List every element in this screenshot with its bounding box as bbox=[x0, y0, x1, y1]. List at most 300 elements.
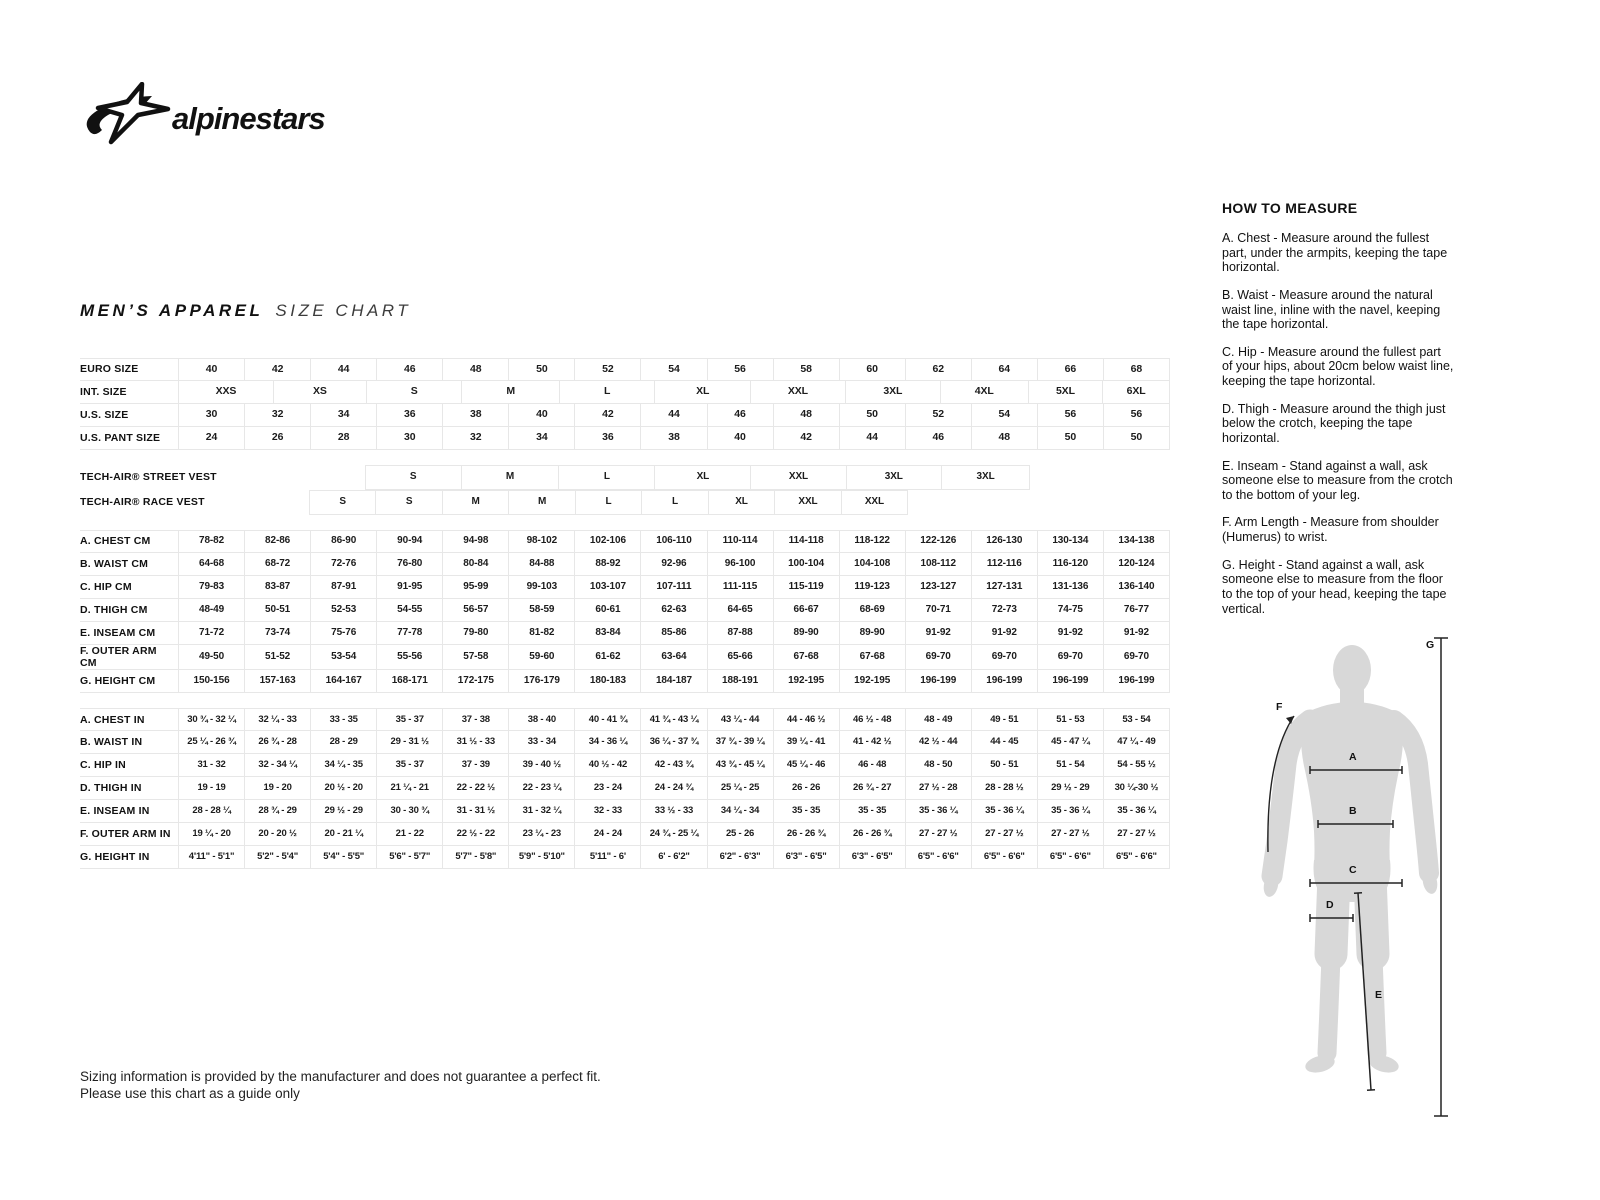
size-cell: 68-69 bbox=[839, 599, 905, 621]
size-cell: 196-199 bbox=[1037, 670, 1103, 692]
size-cell: 36 bbox=[376, 404, 442, 426]
size-cell: 69-70 bbox=[1037, 645, 1103, 669]
size-cell: 157-163 bbox=[244, 670, 310, 692]
size-cell bbox=[1104, 465, 1170, 490]
size-cell: 104-108 bbox=[839, 553, 905, 575]
size-cell: 53-54 bbox=[310, 645, 376, 669]
size-cell: 48 bbox=[442, 359, 508, 380]
table-row bbox=[80, 622, 1170, 645]
size-cell: 69-70 bbox=[1103, 645, 1170, 669]
table-row bbox=[80, 670, 1170, 693]
row-label: F. OUTER ARM IN bbox=[80, 828, 171, 841]
size-cell: 6'3" - 6'5" bbox=[773, 846, 839, 868]
size-cell: 26 bbox=[244, 427, 310, 449]
size-cell: 51-52 bbox=[244, 645, 310, 669]
size-cell: M bbox=[508, 490, 574, 515]
size-cell bbox=[974, 490, 1039, 515]
size-cell: XL bbox=[654, 465, 750, 490]
size-cell: 107-111 bbox=[640, 576, 706, 598]
row-label: U.S. PANT SIZE bbox=[80, 431, 161, 444]
size-cell: 64-68 bbox=[178, 553, 244, 575]
size-cell: 95-99 bbox=[442, 576, 508, 598]
size-cell: S bbox=[375, 490, 441, 515]
logo-wordmark: alpinestars bbox=[172, 101, 325, 136]
size-cell: 196-199 bbox=[1103, 670, 1170, 692]
size-cell: 56 bbox=[707, 359, 773, 380]
size-cell: 48 - 49 bbox=[905, 709, 971, 730]
size-cell: 49-50 bbox=[178, 645, 244, 669]
size-cell: 81-82 bbox=[508, 622, 574, 644]
size-cell: 6' - 6'2" bbox=[640, 846, 706, 868]
size-cell: 126-130 bbox=[971, 531, 1037, 552]
size-cell: 88-92 bbox=[574, 553, 640, 575]
size-cell: 31 - 32 bbox=[178, 754, 244, 776]
measure-instruction: G. Height - Stand against a wall, ask someone else to measure from the floor to the top of your head, keeping the tape vertical. bbox=[1222, 557, 1447, 616]
size-cell: 34 bbox=[310, 404, 376, 426]
size-cell: 44 bbox=[839, 427, 905, 449]
size-cell: M bbox=[461, 465, 559, 490]
size-cell: 75-76 bbox=[310, 622, 376, 644]
size-cell: 35 - 37 bbox=[376, 709, 442, 730]
size-cell: 52 bbox=[905, 404, 971, 426]
size-cell: 50 bbox=[1037, 427, 1103, 449]
size-cell bbox=[1030, 465, 1104, 490]
size-cell: 6XL bbox=[1102, 381, 1170, 403]
size-cell: XL bbox=[708, 490, 774, 515]
size-cell: 30 ¾ - 32 ¼ bbox=[178, 709, 244, 730]
table-row bbox=[80, 530, 1170, 553]
size-cell: 32 bbox=[244, 404, 310, 426]
size-cell: L bbox=[558, 465, 654, 490]
size-cell: 25 ¼ - 25 bbox=[707, 777, 773, 799]
size-cell: 3XL bbox=[941, 465, 1030, 490]
size-cell: XS bbox=[273, 381, 366, 403]
size-cell: 35 - 36 ¼ bbox=[1103, 800, 1170, 822]
table-row bbox=[80, 754, 1170, 777]
row-label: EURO SIZE bbox=[80, 363, 139, 376]
size-cell: 115-119 bbox=[773, 576, 839, 598]
size-cell: 53 - 54 bbox=[1103, 709, 1170, 730]
size-cell: XXL bbox=[774, 490, 840, 515]
size-cell: 87-88 bbox=[707, 622, 773, 644]
size-cell: 180-183 bbox=[574, 670, 640, 692]
row-label: E. INSEAM CM bbox=[80, 626, 156, 639]
size-cell: S bbox=[365, 465, 461, 490]
table-block-cm bbox=[80, 530, 1170, 693]
size-cell: 84-88 bbox=[508, 553, 574, 575]
size-cell: 108-112 bbox=[905, 553, 971, 575]
measure-instruction: A. Chest - Measure around the fullest part, under the armpits, keeping the tape horizontal. bbox=[1222, 231, 1448, 275]
size-cell: 64-65 bbox=[707, 599, 773, 621]
size-cell: 32 bbox=[442, 427, 508, 449]
size-cell: 130-134 bbox=[1037, 531, 1103, 552]
size-cell: 71-72 bbox=[178, 622, 244, 644]
size-cell: 92-96 bbox=[640, 553, 706, 575]
size-cell: 39 ¼ - 41 bbox=[773, 731, 839, 753]
size-cell: 27 - 27 ½ bbox=[971, 823, 1037, 845]
title-secondary: SIZE CHART bbox=[275, 301, 412, 320]
size-cell: 70-71 bbox=[905, 599, 971, 621]
svg-text:C: C bbox=[1349, 864, 1357, 876]
size-cell: 40 - 41 ¾ bbox=[574, 709, 640, 730]
size-cell: 102-106 bbox=[574, 531, 640, 552]
size-cell: 28 - 28 ½ bbox=[971, 777, 1037, 799]
size-cell: 52-53 bbox=[310, 599, 376, 621]
size-cell: 34 ¼ - 34 bbox=[707, 800, 773, 822]
size-cell: 46 bbox=[707, 404, 773, 426]
size-cell: 60-61 bbox=[574, 599, 640, 621]
footer-line-1: Sizing information is provided by the manufacturer and does not guarantee a perfect fit. bbox=[80, 1069, 601, 1084]
size-cell: 58-59 bbox=[508, 599, 574, 621]
row-label: G. HEIGHT CM bbox=[80, 675, 156, 688]
row-label: A. CHEST IN bbox=[80, 713, 145, 726]
svg-text:D: D bbox=[1326, 899, 1334, 911]
size-cell: 68-72 bbox=[244, 553, 310, 575]
page-title bbox=[80, 301, 411, 321]
size-cell: 42 - 43 ¾ bbox=[640, 754, 706, 776]
size-cell: XXL bbox=[841, 490, 908, 515]
size-cell: 44 bbox=[310, 359, 376, 380]
size-cell: 62-63 bbox=[640, 599, 706, 621]
size-cell: 46 ½ - 48 bbox=[839, 709, 905, 730]
size-cell: XXL bbox=[750, 381, 845, 403]
size-cell bbox=[1105, 490, 1170, 515]
size-cell: S bbox=[366, 381, 462, 403]
size-cell: 24 - 24 bbox=[574, 823, 640, 845]
table-row bbox=[80, 576, 1170, 599]
size-cell: 34 ¼ - 35 bbox=[310, 754, 376, 776]
size-cell: 26 - 26 ¾ bbox=[773, 823, 839, 845]
size-cell: 50 bbox=[1103, 427, 1170, 449]
size-cell: 21 ¼ - 21 bbox=[376, 777, 442, 799]
size-cell: M bbox=[442, 490, 508, 515]
table-row bbox=[80, 404, 1170, 427]
size-cell: 86-90 bbox=[310, 531, 376, 552]
size-cell: 51 - 53 bbox=[1037, 709, 1103, 730]
size-cell: 3XL bbox=[846, 465, 941, 490]
size-cell: 114-118 bbox=[773, 531, 839, 552]
svg-text:F: F bbox=[1276, 701, 1283, 713]
size-cell: 80-84 bbox=[442, 553, 508, 575]
table-row bbox=[80, 777, 1170, 800]
size-cell: 192-195 bbox=[773, 670, 839, 692]
size-cell: 46 - 48 bbox=[839, 754, 905, 776]
size-cell: 43 ¾ - 45 ¼ bbox=[707, 754, 773, 776]
size-cell: 46 bbox=[376, 359, 442, 380]
size-cell: XL bbox=[654, 381, 750, 403]
size-cell: 55-56 bbox=[376, 645, 442, 669]
size-cell: 5'7" - 5'8" bbox=[442, 846, 508, 868]
size-cell: 100-104 bbox=[773, 553, 839, 575]
size-cell: 51 - 54 bbox=[1037, 754, 1103, 776]
size-cell: 23 ¼ - 23 bbox=[508, 823, 574, 845]
size-cell: 73-74 bbox=[244, 622, 310, 644]
row-label: U.S. SIZE bbox=[80, 408, 129, 421]
size-cell: 196-199 bbox=[971, 670, 1037, 692]
table-row bbox=[80, 553, 1170, 576]
row-label: A. CHEST CM bbox=[80, 535, 151, 548]
size-cell: 42 bbox=[244, 359, 310, 380]
svg-text:G: G bbox=[1426, 639, 1435, 651]
size-cell: 50 bbox=[508, 359, 574, 380]
table-row bbox=[80, 823, 1170, 846]
size-cell: 24 - 24 ¾ bbox=[640, 777, 706, 799]
size-cell: 176-179 bbox=[508, 670, 574, 692]
size-cell: 69-70 bbox=[905, 645, 971, 669]
size-cell: 38 bbox=[640, 427, 706, 449]
table-block-in bbox=[80, 708, 1170, 869]
size-cell: 196-199 bbox=[905, 670, 971, 692]
size-cell: 30 bbox=[178, 404, 244, 426]
size-cell bbox=[243, 490, 308, 515]
size-cell: 136-140 bbox=[1103, 576, 1170, 598]
size-cell: 37 - 39 bbox=[442, 754, 508, 776]
size-cell: 30 bbox=[376, 427, 442, 449]
size-cell: 72-73 bbox=[971, 599, 1037, 621]
table-block-header bbox=[80, 358, 1170, 450]
size-cell: 134-138 bbox=[1103, 531, 1170, 552]
size-cell: 23 - 24 bbox=[574, 777, 640, 799]
size-cell: S bbox=[309, 490, 375, 515]
size-cell: 44 - 45 bbox=[971, 731, 1037, 753]
how-to-measure-title: HOW TO MEASURE bbox=[1222, 200, 1358, 216]
size-cell: 74-75 bbox=[1037, 599, 1103, 621]
size-cell: 62 bbox=[905, 359, 971, 380]
size-cell: 28 - 28 ¼ bbox=[178, 800, 244, 822]
size-cell: 54 bbox=[971, 404, 1037, 426]
size-cell: 69-70 bbox=[971, 645, 1037, 669]
svg-text:A: A bbox=[1349, 751, 1357, 763]
row-label: C. HIP IN bbox=[80, 759, 126, 772]
size-cell: M bbox=[461, 381, 558, 403]
size-cell: 33 - 35 bbox=[310, 709, 376, 730]
size-cell: L bbox=[641, 490, 707, 515]
size-cell: 66 bbox=[1037, 359, 1103, 380]
footer-note bbox=[80, 1069, 601, 1103]
size-cell: 44 - 46 ½ bbox=[773, 709, 839, 730]
size-cell: 36 ¼ - 37 ¾ bbox=[640, 731, 706, 753]
size-cell: 111-115 bbox=[707, 576, 773, 598]
size-cell: 24 ¾ - 25 ¼ bbox=[640, 823, 706, 845]
size-cell: 27 - 27 ½ bbox=[905, 823, 971, 845]
size-cell: 37 ¾ - 39 ¼ bbox=[707, 731, 773, 753]
size-cell: 31 ½ - 33 bbox=[442, 731, 508, 753]
size-cell: 48 bbox=[773, 404, 839, 426]
size-cell: 122-126 bbox=[905, 531, 971, 552]
size-cell: 5'11" - 6' bbox=[574, 846, 640, 868]
size-cell: 42 bbox=[574, 404, 640, 426]
measure-instruction: F. Arm Length - Measure from shoulder (Humerus) to wrist. bbox=[1222, 515, 1439, 544]
size-cell: 67-68 bbox=[773, 645, 839, 669]
size-cell: 6'3" - 6'5" bbox=[839, 846, 905, 868]
size-cell: 30 ¼-30 ½ bbox=[1103, 777, 1170, 799]
size-cell: 91-92 bbox=[905, 622, 971, 644]
size-cell: 29 - 31 ½ bbox=[376, 731, 442, 753]
table-row bbox=[80, 490, 1170, 515]
size-cell: 35 - 36 ¼ bbox=[971, 800, 1037, 822]
size-cell: 38 - 40 bbox=[508, 709, 574, 730]
size-cell: 59-60 bbox=[508, 645, 574, 669]
row-label: F. OUTER ARM CM bbox=[80, 645, 157, 670]
title-primary: MEN’S APPAREL bbox=[80, 301, 264, 320]
size-cell: 6'2" - 6'3" bbox=[707, 846, 773, 868]
table-row bbox=[80, 731, 1170, 754]
size-cell bbox=[1039, 490, 1104, 515]
size-cell: 76-80 bbox=[376, 553, 442, 575]
size-cell: 112-116 bbox=[971, 553, 1037, 575]
size-cell: 48 bbox=[971, 427, 1037, 449]
size-cell: 54 bbox=[640, 359, 706, 380]
size-cell: 5XL bbox=[1028, 381, 1102, 403]
size-cell: 116-120 bbox=[1037, 553, 1103, 575]
size-cell: 47 ¼ - 49 bbox=[1103, 731, 1170, 753]
size-cell: 87-91 bbox=[310, 576, 376, 598]
size-cell: 90-94 bbox=[376, 531, 442, 552]
size-cell: 56 bbox=[1103, 404, 1170, 426]
table-row bbox=[80, 708, 1170, 731]
size-cell: 77-78 bbox=[376, 622, 442, 644]
size-cell: 29 ½ - 29 bbox=[1037, 777, 1103, 799]
measure-instruction: B. Waist - Measure around the natural waist line, inline with the navel, keeping the tape horizontal. bbox=[1222, 287, 1441, 332]
size-cell: 5'4" - 5'5" bbox=[310, 846, 376, 868]
size-cell: 22 ½ - 22 bbox=[442, 823, 508, 845]
size-cell: 32 ¼ - 33 bbox=[244, 709, 310, 730]
size-cell: 45 - 47 ¼ bbox=[1037, 731, 1103, 753]
size-cell: 41 ¾ - 43 ¼ bbox=[640, 709, 706, 730]
size-cell: 76-77 bbox=[1103, 599, 1170, 621]
size-cell: 79-80 bbox=[442, 622, 508, 644]
size-cell: 5'6" - 5'7" bbox=[376, 846, 442, 868]
size-cell: 19 - 20 bbox=[244, 777, 310, 799]
size-cell: 4XL bbox=[940, 381, 1028, 403]
size-cell: 83-87 bbox=[244, 576, 310, 598]
size-cell: 20 ½ - 20 bbox=[310, 777, 376, 799]
size-cell: 27 ½ - 28 bbox=[905, 777, 971, 799]
table-row bbox=[80, 465, 1170, 490]
size-cell: 6'5" - 6'6" bbox=[1037, 846, 1103, 868]
size-cell: 57-58 bbox=[442, 645, 508, 669]
size-cell: 106-110 bbox=[640, 531, 706, 552]
body-silhouette bbox=[1262, 645, 1440, 1075]
size-cell: 60 bbox=[839, 359, 905, 380]
size-cell: 50 bbox=[839, 404, 905, 426]
size-cell: 91-92 bbox=[1037, 622, 1103, 644]
size-cell: 110-114 bbox=[707, 531, 773, 552]
size-cell: 24 bbox=[178, 427, 244, 449]
size-cell: 41 - 42 ½ bbox=[839, 731, 905, 753]
measurement-figure bbox=[1230, 616, 1460, 1132]
size-cell: 22 - 22 ½ bbox=[442, 777, 508, 799]
size-cell: 40 bbox=[707, 427, 773, 449]
size-cell: 35 - 35 bbox=[839, 800, 905, 822]
svg-text:B: B bbox=[1349, 805, 1357, 817]
table-row bbox=[80, 800, 1170, 823]
row-label: INT. SIZE bbox=[80, 385, 127, 398]
size-cell: 65-66 bbox=[707, 645, 773, 669]
size-cell: 164-167 bbox=[310, 670, 376, 692]
size-cell: 29 ½ - 29 bbox=[310, 800, 376, 822]
size-cell: 32 - 33 bbox=[574, 800, 640, 822]
size-cell: 32 - 34 ¼ bbox=[244, 754, 310, 776]
size-cell: 42 bbox=[773, 427, 839, 449]
size-cell: 6'5" - 6'6" bbox=[971, 846, 1037, 868]
measure-instruction: E. Inseam - Stand against a wall, ask someone else to measure from the crotch to the bottom of your leg. bbox=[1222, 458, 1453, 502]
size-cell: 40 bbox=[178, 359, 244, 380]
size-cell: 83-84 bbox=[574, 622, 640, 644]
size-cell: 119-123 bbox=[839, 576, 905, 598]
size-cell: 5'2" - 5'4" bbox=[244, 846, 310, 868]
size-cell: 91-95 bbox=[376, 576, 442, 598]
size-cell: 64 bbox=[971, 359, 1037, 380]
size-cell: 56 bbox=[1037, 404, 1103, 426]
row-label: C. HIP CM bbox=[80, 580, 132, 593]
size-cell: 19 - 19 bbox=[178, 777, 244, 799]
how-to-measure-panel bbox=[1222, 200, 1454, 629]
size-cell: 31 - 31 ½ bbox=[442, 800, 508, 822]
size-cell: L bbox=[575, 490, 641, 515]
measure-instruction: D. Thigh - Measure around the thigh just below the crotch, keeping the tape horizontal. bbox=[1222, 401, 1446, 445]
size-cell: 91-92 bbox=[1103, 622, 1170, 644]
size-cell: 48-49 bbox=[178, 599, 244, 621]
size-cell: 30 - 30 ¾ bbox=[376, 800, 442, 822]
size-cell: 78-82 bbox=[178, 531, 244, 552]
size-cell: 40 ½ - 42 bbox=[574, 754, 640, 776]
size-cell: 172-175 bbox=[442, 670, 508, 692]
size-cell: 96-100 bbox=[707, 553, 773, 575]
size-cell: 98-102 bbox=[508, 531, 574, 552]
size-cell: 5'9" - 5'10" bbox=[508, 846, 574, 868]
size-cell: 28 ¾ - 29 bbox=[244, 800, 310, 822]
size-cell: 58 bbox=[773, 359, 839, 380]
size-cell: 63-64 bbox=[640, 645, 706, 669]
size-cell: 27 - 27 ½ bbox=[1103, 823, 1170, 845]
size-cell: 4'11" - 5'1" bbox=[178, 846, 244, 868]
size-cell: 61-62 bbox=[574, 645, 640, 669]
size-cell: 192-195 bbox=[839, 670, 905, 692]
size-cell bbox=[272, 465, 364, 490]
size-cell: 19 ¼ - 20 bbox=[178, 823, 244, 845]
size-cell bbox=[908, 490, 973, 515]
size-cell: 184-187 bbox=[640, 670, 706, 692]
svg-text:E: E bbox=[1375, 989, 1383, 1001]
size-cell: 20 - 21 ¼ bbox=[310, 823, 376, 845]
size-cell: 22 - 23 ¼ bbox=[508, 777, 574, 799]
size-cell: 28 - 29 bbox=[310, 731, 376, 753]
size-cell: 35 - 35 bbox=[773, 800, 839, 822]
size-cell: 67-68 bbox=[839, 645, 905, 669]
size-cell: 6'5" - 6'6" bbox=[1103, 846, 1170, 868]
size-cell: 52 bbox=[574, 359, 640, 380]
size-cell: 28 bbox=[310, 427, 376, 449]
table-row bbox=[80, 381, 1170, 404]
size-cell: 79-83 bbox=[178, 576, 244, 598]
table-row bbox=[80, 358, 1170, 381]
size-cell: 91-92 bbox=[971, 622, 1037, 644]
size-cell: 26 - 26 ¾ bbox=[839, 823, 905, 845]
how-to-measure-list bbox=[1222, 231, 1454, 616]
size-cell: 37 - 38 bbox=[442, 709, 508, 730]
size-cell: 33 ½ - 33 bbox=[640, 800, 706, 822]
size-cell: 89-90 bbox=[773, 622, 839, 644]
row-label: B. WAIST IN bbox=[80, 736, 143, 749]
size-cell: 66-67 bbox=[773, 599, 839, 621]
size-cell: 38 bbox=[442, 404, 508, 426]
size-cell: 123-127 bbox=[905, 576, 971, 598]
row-label: G. HEIGHT IN bbox=[80, 851, 150, 864]
size-cell: 40 bbox=[508, 404, 574, 426]
size-cell: 25 - 26 bbox=[707, 823, 773, 845]
size-cell: 35 - 37 bbox=[376, 754, 442, 776]
